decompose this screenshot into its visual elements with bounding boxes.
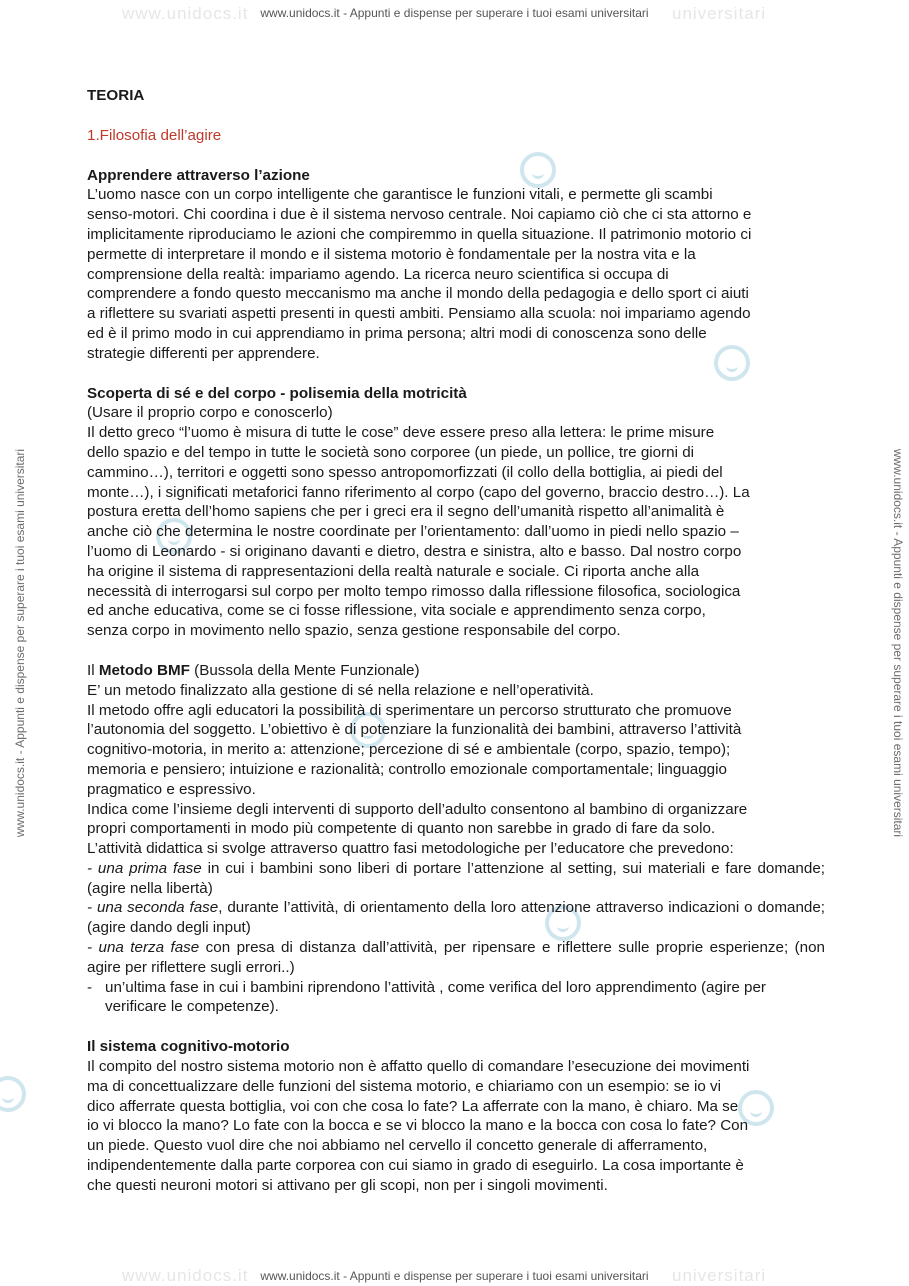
text-line: ed è il primo modo in cui apprendiamo in prima persona; altri modi di conoscenza sono delle <box>87 324 707 342</box>
watermark-ghost-top-right: universitari <box>672 4 767 23</box>
document-body <box>87 86 825 1196</box>
text-line: indipendentemente dalla parte corporea con cui siamo in grado di eseguirlo. La cosa importante è <box>87 1157 744 1175</box>
text-line: memoria e pensiero; intuizione e razionalità; controllo emozionale comportamentale; linguaggio <box>87 760 727 778</box>
text-line: monte…), i significati metaforici fanno riferimento al corpo (capo del governo, braccio destro…). La <box>87 483 750 501</box>
fase-seconda <box>87 898 825 938</box>
fase-prima <box>87 859 825 899</box>
text-line: comprensione della realtà: impariamo agendo. La ricerca neuro scientifica si occupa di <box>87 265 669 283</box>
watermark-ghost-top-left: www.unidocs.it <box>122 4 249 23</box>
watermark-header: www.unidocs.it - Appunti e dispense per superare i tuoi esami universitari <box>260 6 649 20</box>
text-line: Il detto greco “l’uomo è misura di tutte le cose” deve essere preso alla lettera: le prime misure <box>87 424 715 442</box>
text-line: senza corpo in movimento nello spazio, senza gestione responsabile del corpo. <box>87 622 621 640</box>
heading-rest: (Bussola della Mente Funzionale) <box>189 661 420 679</box>
text-line: postura eretta dell’homo sapiens che per i greci era il segno dell’umanità rispetto all’animalità è <box>87 503 725 521</box>
text-line: anche ciò che determina le nostre coordinate per l’orientamento: dall’uomo in piedi nello spazio – <box>87 523 739 541</box>
text-line: ma di concettualizzare delle funzioni del sistema motorio, e chiariamo con un esempio: se io vi <box>87 1077 721 1095</box>
text-line: cognitivo-motoria, in merito a: attenzione; percezione di sé e ambientale (corpo, spazio, tempo); <box>87 741 731 759</box>
fase-text: con presa di distanza dall’attività, per ripensare e riflettere sulle proprie esperienze; (non agire per riflettere sugli errori..) <box>87 939 826 976</box>
text-line: senso-motori. Chi coordina i due è il sistema nervoso centrale. Noi capiamo ciò che ci sta attorno e <box>87 206 752 224</box>
text-line: l’autonomia del soggetto. L’obiettivo è di potenziare la funzionalità dei bambini, attraverso l’attività <box>87 721 742 739</box>
fase-label: - una seconda fase <box>87 899 219 917</box>
watermark-ghost-bottom-left: www.unidocs.it <box>122 1266 249 1285</box>
paragraph-bmf-intro: E’ un metodo finalizzato alla gestione di sé nella relazione e nell’operatività. <box>87 681 594 699</box>
heading-prefix: Il <box>87 661 99 679</box>
fase-label: - una prima fase <box>87 859 202 877</box>
text-line: a riflettere su svariati aspetti presenti in questi ambiti. Pensiamo alla scuola: noi impariamo agendo <box>87 305 751 323</box>
heading-metodo-bmf <box>87 661 825 681</box>
text-line: che questi neuroni motori si attivano per gli scopi, non per i singoli movimenti. <box>87 1176 608 1194</box>
watermark-ghost-bottom-right: universitari <box>672 1266 767 1285</box>
text-line: cammino…), territori e oggetti sono spesso antropomorfizzati (il collo della bottiglia, ai piedi del <box>87 463 723 481</box>
watermark-side-left: www.unidocs.it - Appunti e dispense per superare i tuoi esami universitari <box>13 448 27 838</box>
fase-label: - una terza fase <box>87 939 200 957</box>
section-heading-filosofia: 1.Filosofia dell’agire <box>87 126 222 144</box>
text-line: necessità di interrogarsi sul corpo per molto tempo rimosso dalla riflessione filosofica, sociologica <box>87 582 741 600</box>
watermark-side-right: www.unidocs.it - Appunti e dispense per superare i tuoi esami universitari <box>891 448 905 838</box>
fase-ultima <box>87 978 825 1018</box>
watermark-footer: www.unidocs.it - Appunti e dispense per superare i tuoi esami universitari <box>260 1269 649 1283</box>
paragraph-bmf-obiettivo <box>87 701 825 800</box>
text-line: ha origine il sistema di rappresentazioni della realtà naturale e sociale. Ci riporta anche alla <box>87 562 700 580</box>
paragraph-bmf-indica <box>87 800 825 840</box>
paragraph-apprendere <box>87 185 825 363</box>
text-line: implicitamente riproduciamo le azioni che compiremmo in quella situazione. Il patrimonio motorio ci <box>87 225 752 243</box>
text-line: Indica come l’insieme degli interventi di supporto dell’adulto consentono al bambino di organizzare <box>87 800 748 818</box>
fase-text: un’ultima fase in cui i bambini riprendono l’attività , come verifica del loro apprendimento (agire per verificare le competenze). <box>105 978 766 1016</box>
text-line: pragmatico e espressivo. <box>87 780 256 798</box>
text-line: io vi blocco la mano? Lo fate con la bocca e se vi blocco la mano e la bocca con cosa lo fate? Con <box>87 1117 749 1135</box>
text-line: ed anche educativa, come se ci fosse riflessione, vita sociale e apprendimento senza corpo, <box>87 602 706 620</box>
text-line: l’uomo di Leonardo - si originano davanti e dietro, destra e sinistra, alto e basso. Dal nostro corpo <box>87 542 742 560</box>
document-title: TEORIA <box>87 87 145 104</box>
heading-sistema: Il sistema cognitivo-motorio <box>87 1038 290 1056</box>
text-line: propri comportamenti in modo più competente di quanto non sarebbe in grado di fare da solo. <box>87 820 716 838</box>
bullet-dash: - <box>87 978 93 996</box>
fase-text: , durante l’attività, di orientamento della loro attenzione attraverso indicazioni o domande; (agire dando degli input) <box>87 899 825 937</box>
text-line: Il compito del nostro sistema motorio non è affatto quello di comandare l’esecuzione dei movimenti <box>87 1058 750 1076</box>
subheading-scoperta: (Usare il proprio corpo e conoscerlo) <box>87 404 333 422</box>
heading-apprendere: Apprendere attraverso l’azione <box>87 166 310 184</box>
text-line: Il metodo offre agli educatori la possibilità di sperimentare un percorso strutturato che promuove <box>87 701 732 719</box>
heading-scoperta: Scoperta di sé e del corpo - polisemia della motricità <box>87 384 467 402</box>
text-line: un piede. Questo vuol dire che noi abbiamo nel cervello il concetto generale di afferramento, <box>87 1137 708 1155</box>
fase-text: in cui i bambini sono liberi di portare l’attenzione al setting, sui materiali e fare domande; (agire nella libertà) <box>87 859 825 897</box>
fase-terza <box>87 938 825 978</box>
text-line: strategie differenti per apprendere. <box>87 344 320 362</box>
unidocs-logo-icon <box>0 1076 26 1112</box>
paragraph-scoperta <box>87 423 825 641</box>
heading-bold: Metodo BMF <box>98 661 190 679</box>
paragraph-sistema <box>87 1057 825 1196</box>
text-line: L’uomo nasce con un corpo intelligente che garantisce le funzioni vitali, e permette gli scambi <box>87 186 713 204</box>
text-line: comprendere a fondo questo meccanismo ma anche il mondo della pedagogia e dello sport ci aiuti <box>87 285 749 303</box>
text-line: dico afferrate questa bottiglia, voi con che cosa lo fate? La afferrate con la mano, è chiaro. Ma se <box>87 1097 739 1115</box>
text-line: dello spazio e del tempo in tutte le società sono corporee (un piede, un pollice, tre giorni di <box>87 443 695 461</box>
text-line: permette di interpretare il mondo e il sistema motorio è fondamentale per la nostra vita e la <box>87 245 696 263</box>
paragraph-bmf-fasi: L’attività didattica si svolge attraverso quattro fasi metodologiche per l’educatore che prevedono: <box>87 840 734 858</box>
